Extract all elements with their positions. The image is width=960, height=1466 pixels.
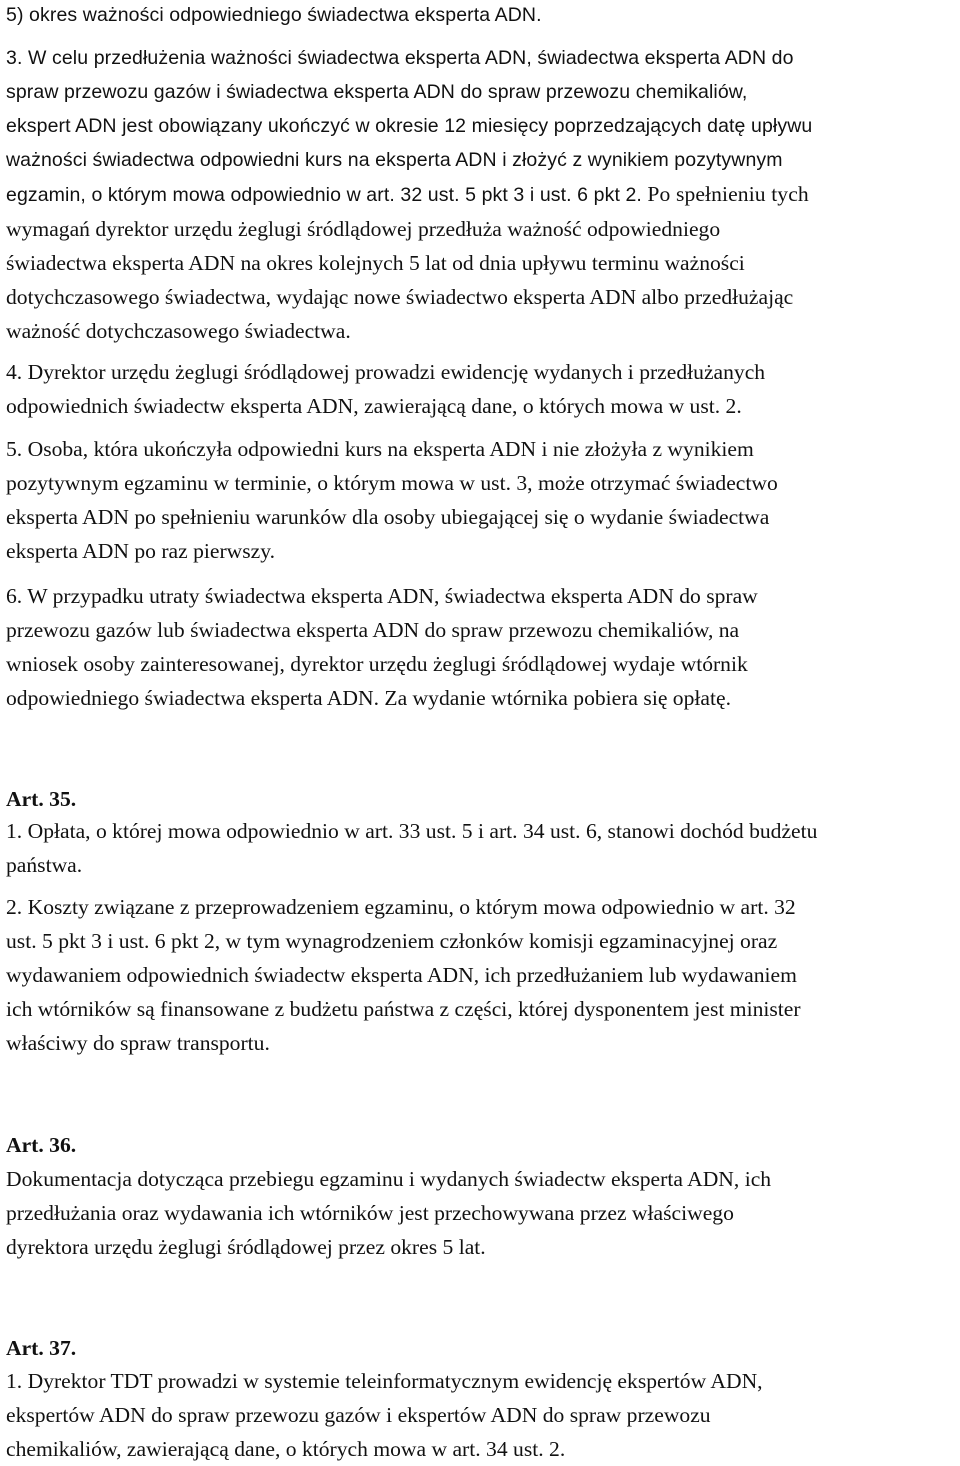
text-line: wniosek osoby zainteresowanej, dyrektor urzędu żeglugi śródlądowej wydaje wtórnik <box>6 652 748 676</box>
article-37-paragraph-1 <box>6 1364 763 1466</box>
text-line: ważność dotychczasowego świadectwa. <box>6 319 351 343</box>
text-line-serif-tail: Po spełnieniu tych <box>641 182 809 206</box>
text-line: wydawaniem odpowiednich świadectw eksperta ADN, ich przedłużaniem lub wydawaniem <box>6 963 797 987</box>
text-line: 6. W przypadku utraty świadectwa eksperta ADN, świadectwa eksperta ADN do spraw <box>6 584 758 608</box>
text-line: eksperta ADN po raz pierwszy. <box>6 539 276 563</box>
paragraph-6 <box>6 579 758 715</box>
text-line: przewozu gazów lub świadectwa eksperta ADN do spraw przewozu chemikaliów, na <box>6 618 740 642</box>
text-line: egzamin, o którym mowa odpowiednio w art. 32 ust. 5 pkt 3 i ust. 6 pkt 2. <box>6 184 642 206</box>
text-line: 5. Osoba, która ukończyła odpowiedni kurs na eksperta ADN i nie złożyła z wynikiem <box>6 437 754 461</box>
paragraph-3 <box>6 41 812 348</box>
text-line: 2. Koszty związane z przeprowadzeniem egzaminu, o którym mowa odpowiednio w art. 32 <box>6 895 796 919</box>
text-line: 3. W celu przedłużenia ważności świadectwa eksperta ADN, świadectwa eksperta ADN do <box>6 47 794 69</box>
text-line: przedłużania oraz wydawania ich wtórników jest przechowywana przez właściwego <box>6 1201 734 1225</box>
article-35-paragraph-2 <box>6 890 801 1060</box>
text-line: dyrektora urzędu żeglugi śródlądowej przez okres 5 lat. <box>6 1235 486 1259</box>
text-line: dotychczasowego świadectwa, wydając nowe świadectwo eksperta ADN albo przedłużając <box>6 285 794 309</box>
text-line: wymagań dyrektor urzędu żeglugi śródlądowej przedłuża ważność odpowiedniego <box>6 217 721 241</box>
article-35-heading: Art. 35. <box>6 787 77 811</box>
text-line: 4. Dyrektor urzędu żeglugi śródlądowej prowadzi ewidencję wydanych i przedłużanych <box>6 360 766 384</box>
item-5-paragraph <box>6 0 542 32</box>
text-line: spraw przewozu gazów i świadectwa eksperta ADN do spraw przewozu chemikaliów, <box>6 81 748 103</box>
text-line: właściwy do spraw transportu. <box>6 1031 270 1055</box>
text-line: odpowiednich świadectw eksperta ADN, zawierającą dane, o których mowa w ust. 2. <box>6 394 742 418</box>
text-line: pozytywnym egzaminu w terminie, o którym mowa w ust. 3, może otrzymać świadectwo <box>6 471 778 495</box>
text-line: świadectwa eksperta ADN na okres kolejnych 5 lat od dnia upływu terminu ważności <box>6 251 745 275</box>
article-37-heading: Art. 37. <box>6 1336 77 1360</box>
article-36-heading: Art. 36. <box>6 1133 77 1157</box>
paragraph-4 <box>6 355 765 423</box>
article-36-paragraph <box>6 1162 771 1264</box>
text-line: ust. 5 pkt 3 i ust. 6 pkt 2, w tym wynagrodzeniem członków komisji egzaminacyjnej oraz <box>6 929 778 953</box>
article-35-paragraph-1 <box>6 814 817 882</box>
text-line: chemikaliów, zawierającą dane, o których mowa w art. 34 ust. 2. <box>6 1437 566 1461</box>
text-line: 1. Dyrektor TDT prowadzi w systemie teleinformatycznym ewidencję ekspertów ADN, <box>6 1369 763 1393</box>
text-line: państwa. <box>6 853 83 877</box>
paragraph-5 <box>6 432 778 568</box>
text-line: ekspertów ADN do spraw przewozu gazów i ekspertów ADN do spraw przewozu <box>6 1403 711 1427</box>
text-line: odpowiedniego świadectwa eksperta ADN. Za wydanie wtórnika pobiera się opłatę. <box>6 686 731 710</box>
text-line: ich wtórników są finansowane z budżetu państwa z części, której dysponentem jest minister <box>6 997 801 1021</box>
text-line: ekspert ADN jest obowiązany ukończyć w okresie 12 miesięcy poprzedzających datę upływu <box>6 115 813 137</box>
text-line: eksperta ADN po spełnieniu warunków dla osoby ubiegającej się o wydanie świadectwa <box>6 505 770 529</box>
text-line: Dokumentacja dotycząca przebiegu egzaminu i wydanych świadectw eksperta ADN, ich <box>6 1167 772 1191</box>
text-line: ważności świadectwa odpowiedni kurs na eksperta ADN i złożyć z wynikiem pozytywnym <box>6 149 783 171</box>
text-line: 5) okres ważności odpowiedniego świadectwa eksperta ADN. <box>6 4 542 26</box>
text-line: 1. Opłata, o której mowa odpowiednio w art. 33 ust. 5 i art. 34 ust. 6, stanowi dochód budżetu <box>6 819 818 843</box>
